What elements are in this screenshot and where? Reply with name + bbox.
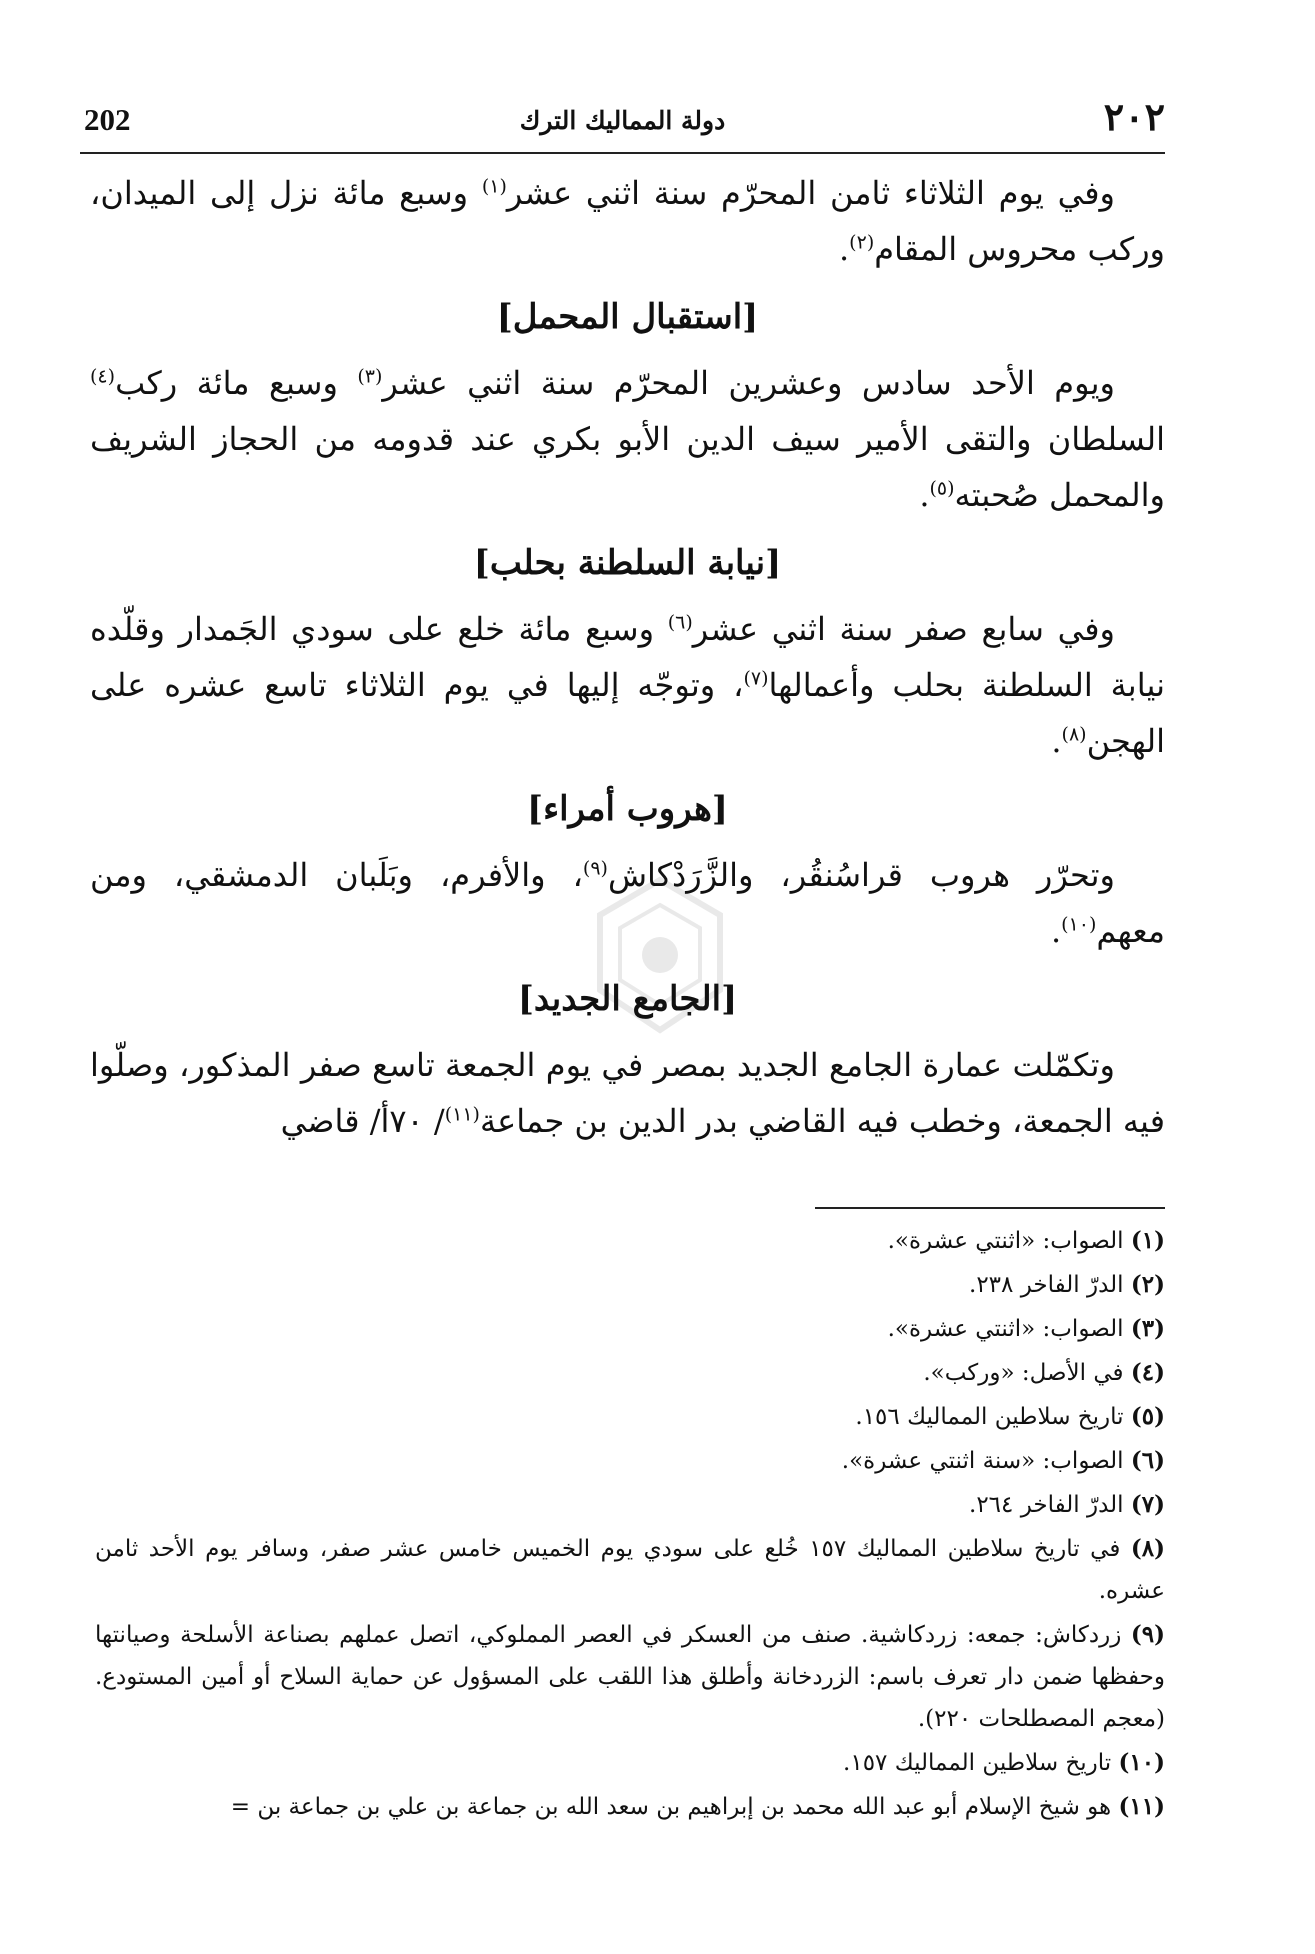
footnote — [95, 1484, 1165, 1526]
footnote-reference: (١) — [481, 175, 507, 198]
footnote-reference: (١٠) — [1061, 913, 1097, 936]
footnote-number: (٢) — [1130, 1271, 1165, 1298]
footnote-reference: (٧) — [743, 667, 769, 690]
page-number-arabic: ٢٠٢ — [1103, 94, 1165, 139]
footnote-text: الدرّ الفاخر ٢٦٤. — [969, 1492, 1131, 1518]
paragraph — [90, 601, 1165, 769]
paragraph — [90, 1037, 1165, 1149]
main-text — [90, 165, 1165, 1149]
footnote — [95, 1440, 1165, 1482]
footnote — [95, 1396, 1165, 1438]
footnote-reference: (٦) — [667, 611, 693, 634]
footnote-number: (١) — [1130, 1227, 1165, 1254]
footnote — [95, 1614, 1165, 1740]
text-run: . — [919, 476, 930, 514]
footnote-reference: (٨) — [1061, 723, 1087, 746]
paragraph — [90, 165, 1165, 277]
footnote-number: (٤) — [1130, 1359, 1165, 1386]
footnote — [95, 1742, 1165, 1784]
footnote-number: (٧) — [1130, 1491, 1165, 1518]
text-run: . — [839, 230, 850, 268]
text-run: ، والأفرم، وبَلَبان الدمشقي، ومن معهم — [90, 856, 1165, 950]
text-run: وسبع مائة خلع على سودي الجَمدار وقلّده نيابة السلطنة بحلب وأعمالها — [90, 610, 1166, 704]
text-run: / ٧٠أ/ قاضي — [280, 1102, 445, 1140]
section-heading: [نيابة السلطنة بحلب] — [473, 543, 782, 583]
footnote-text: الصواب: «اثنتي عشرة». — [887, 1228, 1131, 1254]
text-run: وتحرّر هروب قراسُنقُر، والزَّرَدْكاش — [607, 856, 1116, 894]
footnote-text: تاريخ سلاطين المماليك ١٥٧. — [843, 1750, 1119, 1776]
page-header — [80, 92, 1165, 152]
section-heading: [هروب أمراء] — [527, 789, 728, 829]
text-run: وفي سابع صفر سنة اثني عشر — [692, 610, 1116, 648]
footnote-text: الصواب: «سنة اثنتي عشرة». — [841, 1448, 1131, 1474]
footnote-number: (١٠) — [1118, 1749, 1165, 1776]
footnote-number: (٨) — [1130, 1535, 1165, 1562]
footnote-reference: (٥) — [929, 477, 955, 500]
footnote — [95, 1308, 1165, 1350]
footnote-reference: (٤) — [90, 365, 116, 388]
footnote-number: (٦) — [1130, 1447, 1165, 1474]
footnote — [95, 1786, 1165, 1828]
paragraph — [90, 355, 1165, 523]
footnote-reference: (٣) — [357, 365, 383, 388]
footnote-text: هو شيخ الإسلام أبو عبد الله محمد بن إبراهيم بن سعد الله بن جماعة بن علي بن جماعة بن = — [230, 1794, 1119, 1820]
text-run: . — [1051, 722, 1062, 760]
footnote-text: الدرّ الفاخر ٢٣٨. — [969, 1272, 1131, 1298]
footnote — [95, 1264, 1165, 1306]
section-heading: [الجامع الجديد] — [517, 979, 738, 1019]
footnote-number: (١١) — [1118, 1793, 1165, 1820]
paragraph — [90, 847, 1165, 959]
header-rule — [80, 152, 1165, 154]
text-run: ، وتوجّه إليها في يوم الثلاثاء تاسع عشره على الهجن — [90, 666, 1165, 760]
footnote-number: (٥) — [1130, 1403, 1165, 1430]
running-title: دولة المماليك الترك — [519, 106, 726, 135]
text-run: السلطان والتقى الأمير سيف الدين الأبو بكري عند قدومه من الحجاز الشريف والمحمل صُحبته — [90, 420, 1165, 514]
footnote-text: في تاريخ سلاطين المماليك ١٥٧ خُلع على سودي يوم الخميس خامس عشر صفر، وسافر يوم الأحد ثامن عشره. — [95, 1536, 1165, 1604]
footnote-rule — [815, 1207, 1165, 1209]
section-heading: [استقبال المحمل] — [496, 297, 759, 337]
text-run: وفي يوم الثلاثاء ثامن المحرّم سنة اثني عشر — [506, 174, 1116, 212]
footnote-reference: (٢) — [849, 231, 875, 254]
text-run: ويوم الأحد سادس وعشرين المحرّم سنة اثني عشر — [382, 364, 1116, 402]
text-run: وسبع مائة ركب — [115, 364, 358, 402]
footnote-reference: (٩) — [582, 857, 608, 880]
footnote-number: (٩) — [1130, 1621, 1165, 1648]
footnotes — [95, 1220, 1165, 1830]
text-run: وتكمّلت عمارة الجامع الجديد بمصر في يوم الجمعة تاسع صفر المذكور، وصلّوا فيه الجمعة، وخطب فيه القاضي بدر الدين بن جماعة — [90, 1046, 1165, 1140]
footnote-reference: (١١) — [444, 1103, 480, 1126]
footnote-text: زردكاش: جمعه: زردكاشية. صنف من العسكر في العصر المملوكي، اتصل عملهم بصناعة الأسلحة وصيانتها وحفظها ضمن دار تعرف باسم: الزردخانة وأطلق هذا اللقب على المسؤول عن حماية السلاح أو أمين المستودع. (معجم المصطلحات ٢٢٠). — [95, 1622, 1165, 1732]
footnote-text: الصواب: «اثنتي عشرة». — [887, 1316, 1131, 1342]
page-number-latin: 202 — [84, 102, 131, 137]
footnote — [95, 1220, 1165, 1262]
footnote-number: (٣) — [1130, 1315, 1165, 1342]
footnote — [95, 1528, 1165, 1612]
text-run: . — [1050, 912, 1062, 950]
footnote-text: تاريخ سلاطين المماليك ١٥٦. — [855, 1404, 1131, 1430]
footnote-text: في الأصل: «وركب». — [923, 1360, 1131, 1386]
text-run: وسبع مائة نزل إلى الميدان، وركب محروس المقام — [90, 174, 1165, 268]
footnote — [95, 1352, 1165, 1394]
